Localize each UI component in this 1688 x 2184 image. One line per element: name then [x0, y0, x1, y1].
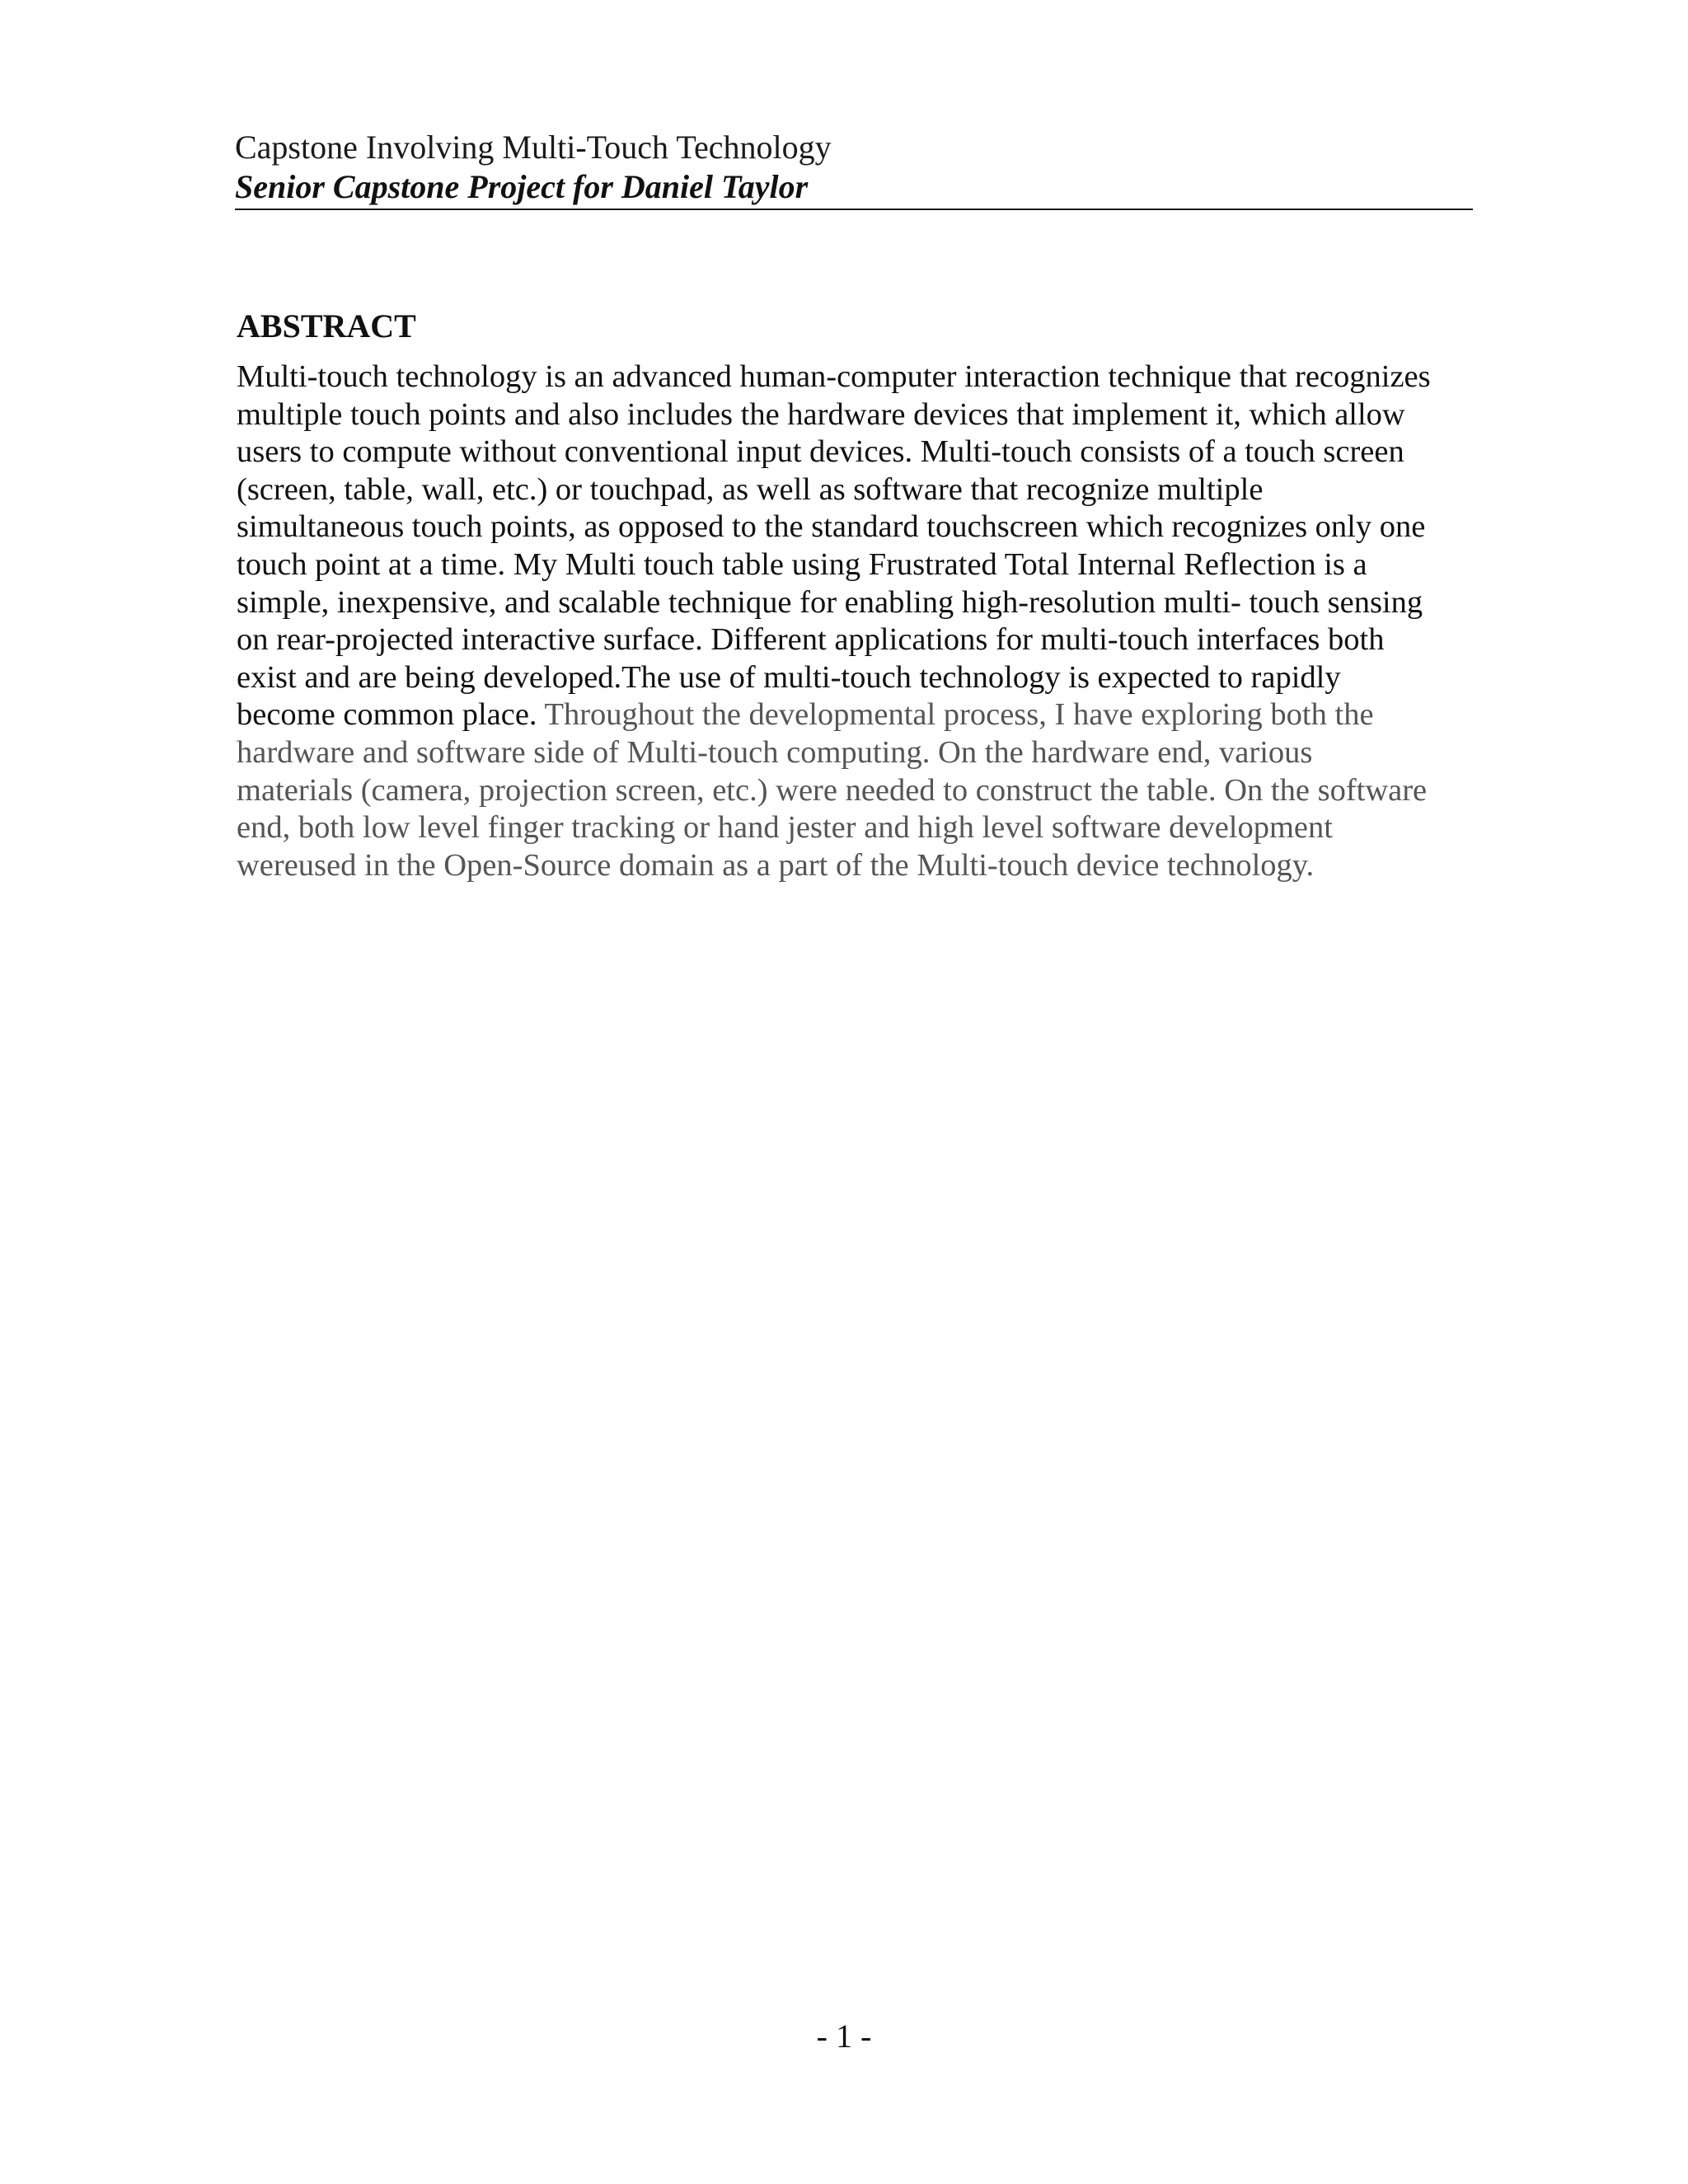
header-subtitle: Senior Capstone Project for Daniel Taylor	[235, 168, 809, 205]
abstract-line: multiple touch points and also includes the hardware devices that implement it, which allow	[237, 396, 1405, 432]
running-header	[235, 128, 1473, 210]
abstract-line: on rear-projected interactive surface. Different applications for multi-touch interfaces both	[237, 622, 1385, 658]
page-number: - 1 -	[816, 2018, 872, 2055]
abstract-line-dark-segment: become common place.	[237, 697, 537, 733]
abstract-line-mixed	[237, 696, 1473, 734]
abstract-line: simultaneous touch points, as opposed to the standard touchscreen which recognizes only one	[237, 509, 1426, 545]
abstract-line-muted: materials (camera, projection screen, etc.) were needed to construct the table. On the software	[237, 772, 1428, 808]
abstract-line-muted: end, both low level finger tracking or hand jester and high level software development	[237, 810, 1333, 846]
abstract-body	[237, 359, 1473, 884]
header-title: Capstone Involving Multi-Touch Technology	[235, 129, 832, 166]
abstract-line: users to compute without conventional input devices. Multi-touch consists of a touch screen	[237, 434, 1404, 470]
abstract-line: simple, inexpensive, and scalable technique for enabling high-resolution multi- touch sensing	[237, 584, 1423, 620]
abstract-line: touch point at a time. My Multi touch table using Frustrated Total Internal Reflection is a	[237, 546, 1367, 582]
abstract-line: (screen, table, wall, etc.) or touchpad, as well as software that recognize multiple	[237, 471, 1264, 507]
abstract-line-muted: hardware and software side of Multi-touch computing. On the hardware end, various	[237, 734, 1313, 770]
abstract-line: exist and are being developed.The use of multi-touch technology is expected to rapidly	[237, 659, 1341, 695]
abstract-line: Multi-touch technology is an advanced human-computer interaction technique that recognizes	[237, 359, 1431, 394]
abstract-line-muted-segment: Throughout the developmental process, I have exploring both the	[537, 697, 1374, 733]
abstract-line-muted: wereused in the Open-Source domain as a part of the Multi-touch device technology.	[237, 847, 1315, 883]
abstract-heading: ABSTRACT	[237, 307, 416, 344]
